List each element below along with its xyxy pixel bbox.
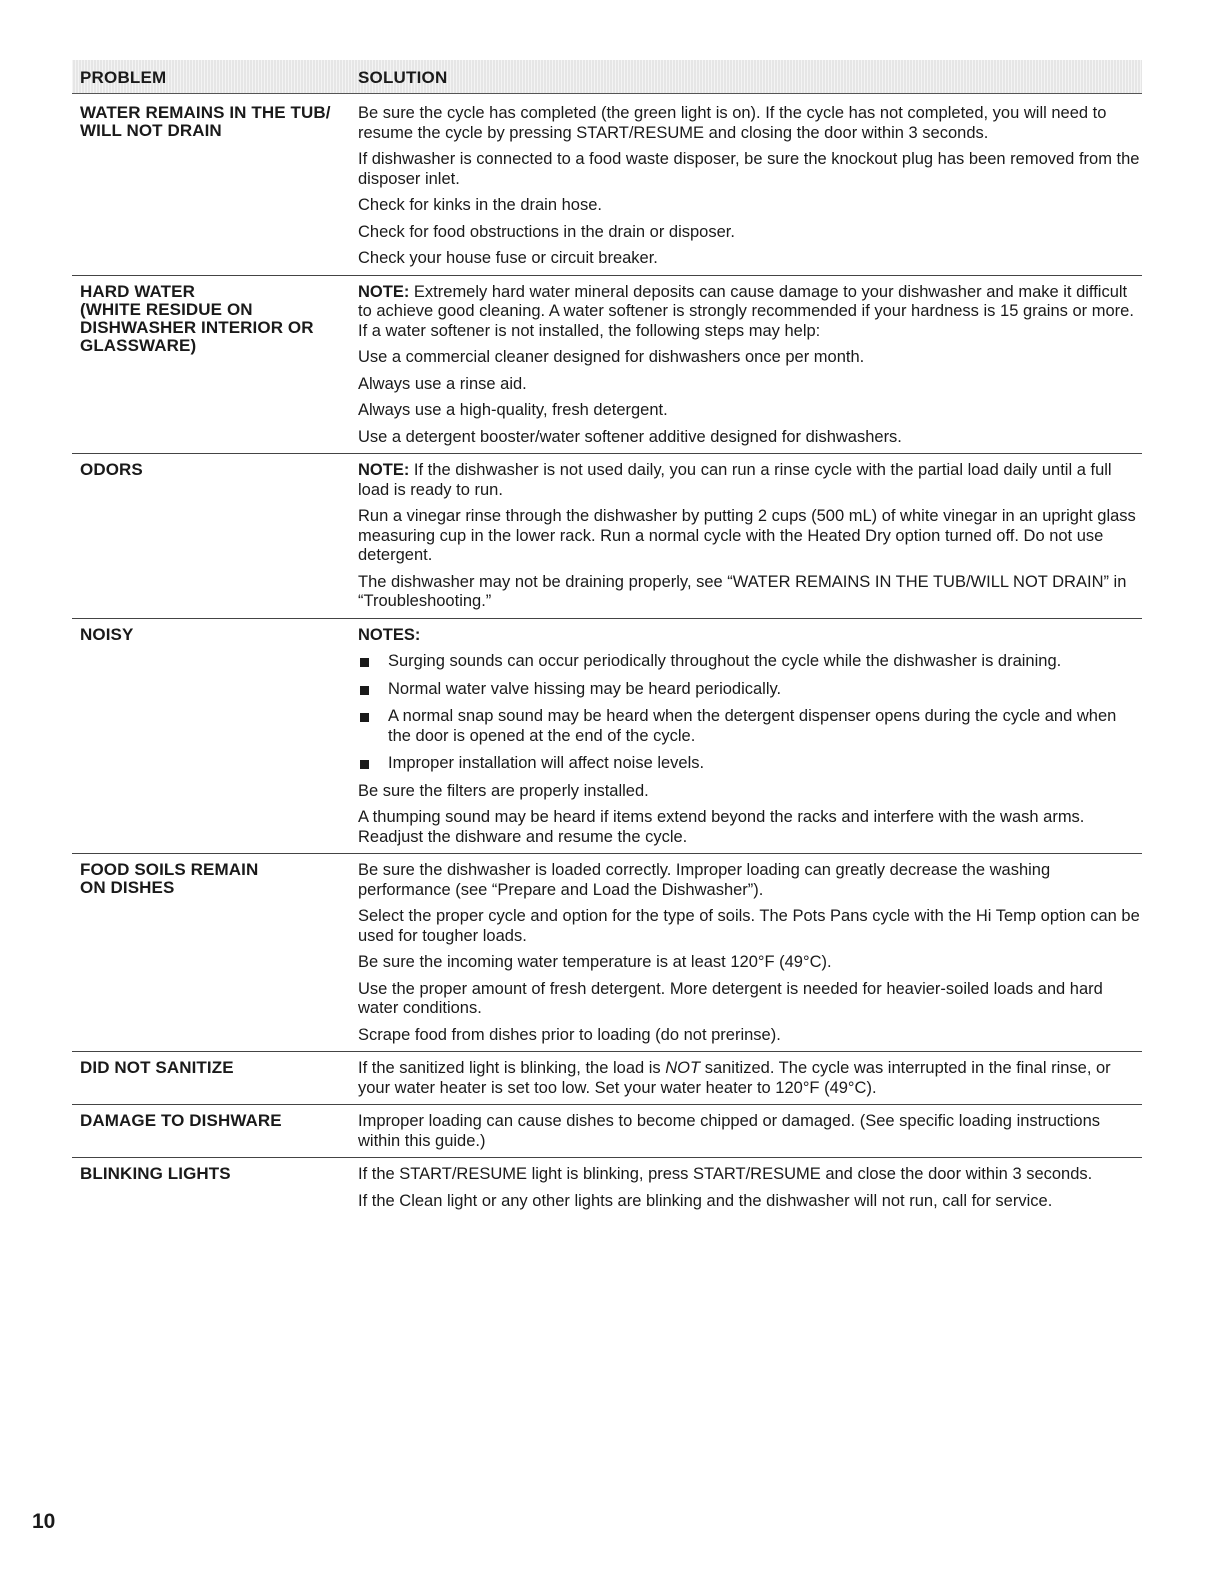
solution-cell <box>358 1112 1142 1151</box>
solution-paragraph: Be sure the filters are properly installed. <box>358 781 649 800</box>
square-bullet-icon <box>360 686 369 695</box>
solution-paragraph: Improper loading can cause dishes to become chipped or damaged. (See specific loading instructions within this guide.) <box>358 1112 1101 1150</box>
solution-paragraph: A thumping sound may be heard if items extend beyond the racks and interfere with the wash arms. Readjust the dishware and resume the cycle. <box>358 808 1085 846</box>
problem-cell <box>72 461 358 612</box>
solution-paragraph: Always use a high-quality, fresh detergent. <box>358 401 668 419</box>
problem-cell <box>72 626 358 848</box>
problem-cell <box>72 1112 358 1151</box>
problem-cell <box>72 1059 358 1098</box>
bullet-text: A normal snap sound may be heard when the detergent dispenser opens during the cycle and when the door is opened at the end of the cycle. <box>388 707 1117 745</box>
solution-cell <box>358 1059 1142 1098</box>
problem-text: HARD WATER <box>80 281 195 301</box>
problem-text: BLINKING LIGHTS <box>80 1164 231 1183</box>
solution-paragraph: Check your house fuse or circuit breaker. <box>358 249 658 267</box>
solution-paragraph: Check for food obstructions in the drain or disposer. <box>358 222 735 241</box>
solution-paragraph: Use a detergent booster/water softener additive designed for dishwashers. <box>358 427 902 446</box>
solution-cell <box>358 1165 1142 1211</box>
sanitize-text-end: sanitized. The cycle was interrupted in the final rinse, or your water heater is set too low. Set your water heater to 120°F (49°C). <box>358 1059 1111 1097</box>
problem-text: DISHWASHER INTERIOR OR <box>80 317 314 337</box>
solution-paragraph: Use the proper amount of fresh detergent. More detergent is needed for heavier-soiled loads and hard water conditions. <box>358 979 1103 1017</box>
problem-cell <box>72 104 358 269</box>
troubleshooting-table <box>72 97 1142 1217</box>
solution-paragraph: If dishwasher is connected to a food waste disposer, be sure the knockout plug has been removed from the disposer inlet. <box>358 150 1140 188</box>
table-row <box>72 97 1142 276</box>
problem-text: DID NOT SANITIZE <box>80 1058 234 1077</box>
note-label: NOTE: <box>358 282 410 301</box>
table-row <box>72 854 1142 1052</box>
solution-cell <box>358 461 1142 612</box>
sanitize-emphasis: NOT <box>665 1059 701 1077</box>
table-header <box>72 60 1142 94</box>
solution-cell <box>358 104 1142 269</box>
problem-text: ODORS <box>80 460 143 479</box>
list-item <box>358 707 1142 746</box>
solution-paragraph: Be sure the incoming water temperature is at least 120°F (49°C). <box>358 953 832 971</box>
problem-cell <box>72 1165 358 1211</box>
bullet-text: Normal water valve hissing may be heard periodically. <box>388 679 782 698</box>
table-row <box>72 1105 1142 1158</box>
problem-text: DAMAGE TO DISHWARE <box>80 1111 282 1130</box>
problem-text: NOISY <box>80 624 134 644</box>
list-item <box>358 754 1142 774</box>
solution-paragraph: The dishwasher may not be draining properly, see “WATER REMAINS IN THE TUB/WILL NOT DRAIN” in “Troubleshooting.” <box>358 572 1127 610</box>
note-paragraph <box>358 461 1142 500</box>
note-label: NOTE: <box>358 461 410 479</box>
solution-cell <box>358 283 1142 448</box>
notes-list <box>358 652 1142 774</box>
note-text: Extremely hard water mineral deposits can cause damage to your dishwasher and make it difficult to achieve good cleaning. A water softener is strongly recommended if your hardness is 15 grains or more. If a water softener is not installed, the following steps may help: <box>358 282 1134 340</box>
problem-text: WATER REMAINS IN THE TUB/ <box>80 103 331 122</box>
list-item <box>358 680 1142 700</box>
solution-paragraph <box>358 1059 1142 1098</box>
solution-paragraph: Always use a rinse aid. <box>358 374 527 393</box>
problem-text: FOOD SOILS REMAIN <box>80 860 259 879</box>
solution-column-header: SOLUTION <box>358 68 448 87</box>
note-text: If the dishwasher is not used daily, you can run a rinse cycle with the partial load daily until a full load is ready to run. <box>358 461 1112 499</box>
note-paragraph <box>358 283 1142 342</box>
solution-paragraph: Select the proper cycle and option for the type of soils. The Pots Pans cycle with the Hi Temp option can be used for tougher loads. <box>358 907 1140 945</box>
table-row <box>72 454 1142 619</box>
solution-cell <box>358 861 1142 1045</box>
table-row <box>72 1052 1142 1105</box>
solution-paragraph: Be sure the cycle has completed (the green light is on). If the cycle has not completed, you will need to resume the cycle by pressing START/RESUME and closing the door within 3 seconds. <box>358 104 1107 142</box>
problem-text: ON DISHES <box>80 878 175 897</box>
solution-paragraph: If the START/RESUME light is blinking, press START/RESUME and close the door within 3 seconds. <box>358 1165 1093 1183</box>
bullet-text: Surging sounds can occur periodically throughout the cycle while the dishwasher is draining. <box>388 652 1062 670</box>
solution-paragraph: If the Clean light or any other lights are blinking and the dishwasher will not run, call for service. <box>358 1191 1053 1210</box>
table-row <box>72 619 1142 855</box>
solution-paragraph: Be sure the dishwasher is loaded correctly. Improper loading can greatly decrease the washing performance (see “Prepare and Load the Dishwasher”). <box>358 861 1051 899</box>
square-bullet-icon <box>360 658 369 667</box>
problem-cell <box>72 283 358 448</box>
solution-paragraph: Use a commercial cleaner designed for dishwashers once per month. <box>358 348 865 366</box>
table-row <box>72 1158 1142 1217</box>
problem-column-header: PROBLEM <box>80 68 167 87</box>
sanitize-text-start: If the sanitized light is blinking, the load is <box>358 1059 666 1077</box>
page-number: 10 <box>32 1510 56 1533</box>
bullet-text: Improper installation will affect noise levels. <box>388 754 705 772</box>
solution-paragraph: Run a vinegar rinse through the dishwasher by putting 2 cups (500 mL) of white vinegar in an upright glass measuring cup in the lower rack. Run a normal cycle with the Heated Dry option turned off. Do not use detergent. <box>358 507 1136 564</box>
square-bullet-icon <box>360 760 369 769</box>
solution-paragraph: Check for kinks in the drain hose. <box>358 196 602 214</box>
solution-cell <box>358 626 1142 848</box>
notes-heading: NOTES: <box>358 625 421 644</box>
problem-text: GLASSWARE) <box>80 335 197 355</box>
list-item <box>358 652 1142 672</box>
solution-paragraph: Scrape food from dishes prior to loading (do not prerinse). <box>358 1025 781 1044</box>
square-bullet-icon <box>360 713 369 722</box>
problem-cell <box>72 861 358 1045</box>
problem-text: WILL NOT DRAIN <box>80 121 222 140</box>
problem-text: (WHITE RESIDUE ON <box>80 299 253 319</box>
table-row <box>72 276 1142 455</box>
